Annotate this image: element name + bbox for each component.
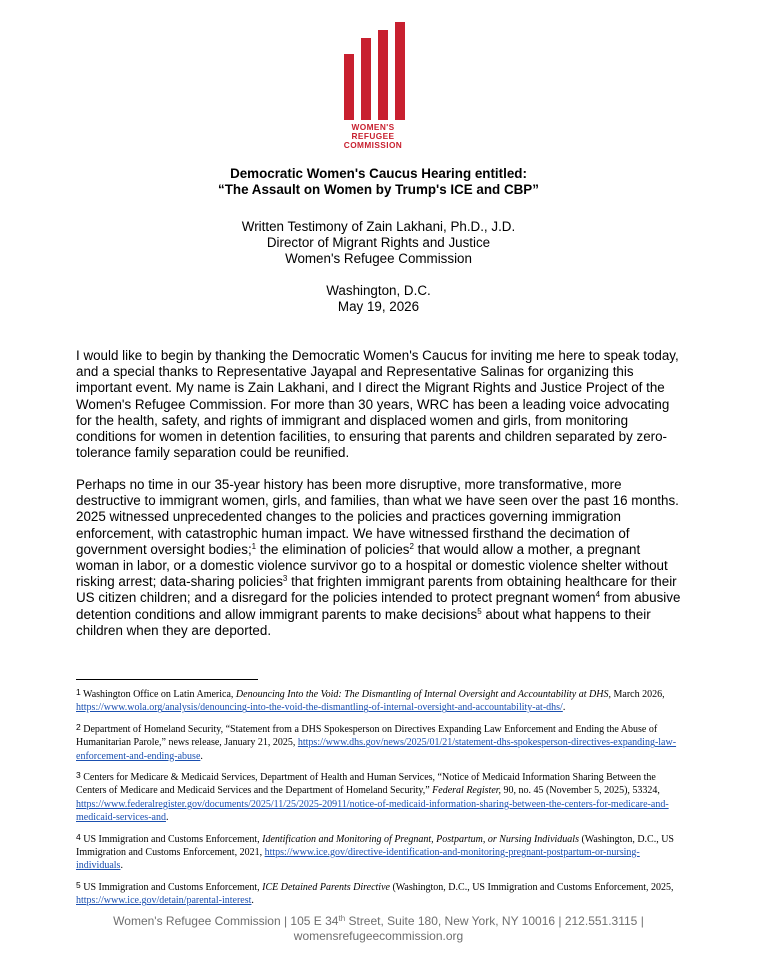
footnote-ref-2[interactable]: 2 — [409, 541, 414, 551]
footnote-text: Washington Office on Latin America, — [80, 689, 236, 700]
footnote-title: Federal Register, — [432, 785, 502, 797]
place-and-date — [0, 283, 757, 315]
footnote-1 — [76, 686, 686, 715]
footnote-5 — [76, 879, 686, 908]
logo-wordmark — [336, 123, 410, 150]
footnote-link[interactable]: https://www.federalregister.gov/documents/2025/11/25/2025-20911/notice-of-medicaid-information-sharing-between-the-centers-for-medicare-and-medicaid-services-and — [76, 798, 669, 824]
city: Washington, D.C. — [326, 283, 431, 298]
byline-organization: Women's Refugee Commission — [285, 251, 472, 266]
footnote-title: Identification and Monitoring of Pregnant, Postpartum, or Nursing Individuals — [262, 833, 579, 845]
footnote-text: . — [200, 750, 203, 762]
footnote-text: . — [251, 895, 254, 907]
footnote-text: . — [165, 812, 169, 824]
logo-bars-icon — [344, 22, 404, 120]
footnote-text: March 2026, — [610, 689, 665, 700]
footer-text: Women's Refugee Commission | 105 E 34 — [113, 914, 339, 928]
footnote-3 — [76, 769, 686, 825]
footnotes — [76, 686, 686, 914]
hearing-title — [0, 166, 757, 198]
logo-line-2: REFUGEE — [351, 131, 395, 141]
footer-website[interactable]: womensrefugeecommission.org — [293, 929, 464, 943]
footnote-number: 5 — [76, 879, 81, 890]
footnote-divider — [76, 679, 258, 680]
footnote-text: (Washington, D.C., US Immigration and Customs Enforcement, 2021, — [76, 833, 674, 859]
footnote-link[interactable]: https://www.dhs.gov/news/2025/01/21/statement-dhs-spokesperson-directives-expanding-law-enforcement-and-ending-abuse — [76, 737, 677, 762]
p2-text: that would allow a mother, a pregnant woman in labor, or a domestic violence survivor go to a hospital or domestic violence shelter without risking arrest; data-sharing policies — [76, 541, 668, 590]
logo-bar — [395, 22, 405, 120]
footnote-link[interactable]: https://www.ice.gov/directive-identification-and-monitoring-pregnant-postpartum-or-nursing-individuals — [76, 847, 640, 872]
footnote-title: ICE Detained Parents Directive — [262, 881, 390, 893]
body-paragraph-2 — [76, 477, 682, 639]
footnote-text: US Immigration and Customs Enforcement, — [80, 833, 263, 845]
footnote-number: 1 — [76, 687, 81, 697]
footer-text: th — [338, 914, 346, 923]
p2-text: about what happens to their children when they are deported. — [76, 606, 651, 638]
footnote-ref-3[interactable]: 3 — [282, 574, 288, 584]
footnote-link[interactable]: https://www.wola.org/analysis/denouncing-into-the-void-the-dismantling-of-internal-oversight-and-accountability-at-dhs/ — [76, 702, 563, 714]
footnote-ref-1[interactable]: 1 — [251, 541, 257, 551]
logo-bar — [361, 38, 371, 120]
footnote-title: Denouncing Into the Void: The Dismantling of Internal Oversight and Accountability at DHS, — [235, 689, 611, 700]
footnote-text: . — [562, 702, 566, 714]
page-footer — [0, 914, 757, 944]
footnote-text: . — [120, 860, 123, 872]
byline-author: Written Testimony of Zain Lakhani, Ph.D., J.D. — [241, 219, 516, 234]
logo-bar — [378, 30, 388, 120]
footnote-4 — [76, 831, 686, 873]
footnote-2 — [76, 721, 686, 763]
footnote-number: 2 — [76, 721, 81, 732]
footnote-text: Department of Homeland Security, “Statement from a DHS Spokesperson on Directives Expanding Law Enforcement and Ending the Abuse of Humanitarian Parole,” news release, January 21, 2025, — [76, 723, 658, 749]
p2-text: from abusive detention conditions and allow immigrant parents to make decisions — [76, 590, 681, 622]
footnote-text: 90, no. 45 (November 5, 2025), 53324, — [501, 785, 660, 797]
footnote-number: 3 — [76, 770, 81, 781]
p2-text: the elimination of policies — [256, 541, 410, 557]
byline-role: Director of Migrant Rights and Justice — [266, 235, 491, 250]
testimony-byline — [0, 219, 757, 267]
body-paragraph-1: I would like to begin by thanking the Democratic Women's Caucus for inviting me here to speak today, and a special thanks to Representative Jayapal and Representative Salinas for organizing this important event. My name is Zain Lakhani, and I direct the Migrant Rights and Justice Project of the Women's Refugee Commission. For more than 30 years, WRC has been a leading voice advocating for the health, safety, and rights of immigrant and displaced women and girls, from monitoring conditions for women in detention facilities, to ensuring that parents and children separated by zero-tolerance family separation could be reunified. — [76, 348, 679, 461]
footnote-ref-5[interactable]: 5 — [477, 606, 482, 616]
wrc-logo — [336, 20, 410, 152]
footnote-text: (Washington, D.C., US Immigration and Customs Enforcement, 2025, — [389, 881, 674, 893]
footnote-link[interactable]: https://www.ice.gov/detain/parental-interest — [76, 895, 252, 907]
p2-text: that frighten immigrant parents from obtaining healthcare for their US citizen children; and a disregard for the policies intended to protect pregnant women — [76, 574, 677, 606]
p2-text: Perhaps no time in our 35-year history has been more disruptive, more transformative, more destructive to immigrant women, girls, and families, than what we have seen over the past 16 months. 2025 witnessed unprecedented changes to the policies and practices governing immigration enforcement, with catastrophic human impact. We have witnessed firsthand the decimation of government oversight bodies; — [76, 477, 679, 557]
date: May 19, 2026 — [337, 299, 420, 314]
title-line-1: Democratic Women's Caucus Hearing entitled: — [230, 166, 527, 181]
footer-text: Street, Suite 180, New York, NY 10016 | 212.551.3115 | — [345, 914, 644, 928]
footnote-number: 4 — [76, 831, 81, 842]
footnote-text: Centers for Medicare & Medicaid Services, Department of Health and Human Services, “Notice of Medicaid Information Sharing Between the Centers of Medicare and Medicaid Services and the Department of Homeland Security,” — [76, 772, 656, 797]
logo-line-3: COMMISSION — [343, 140, 403, 150]
logo-bar — [344, 54, 354, 120]
footnote-ref-4[interactable]: 4 — [595, 590, 601, 600]
title-line-2: “The Assault on Women by Trump's ICE and CBP” — [218, 182, 539, 197]
logo-line-1: WOMEN'S — [351, 122, 395, 132]
footnote-text: US Immigration and Customs Enforcement, — [80, 881, 263, 893]
footer-address — [0, 914, 757, 929]
